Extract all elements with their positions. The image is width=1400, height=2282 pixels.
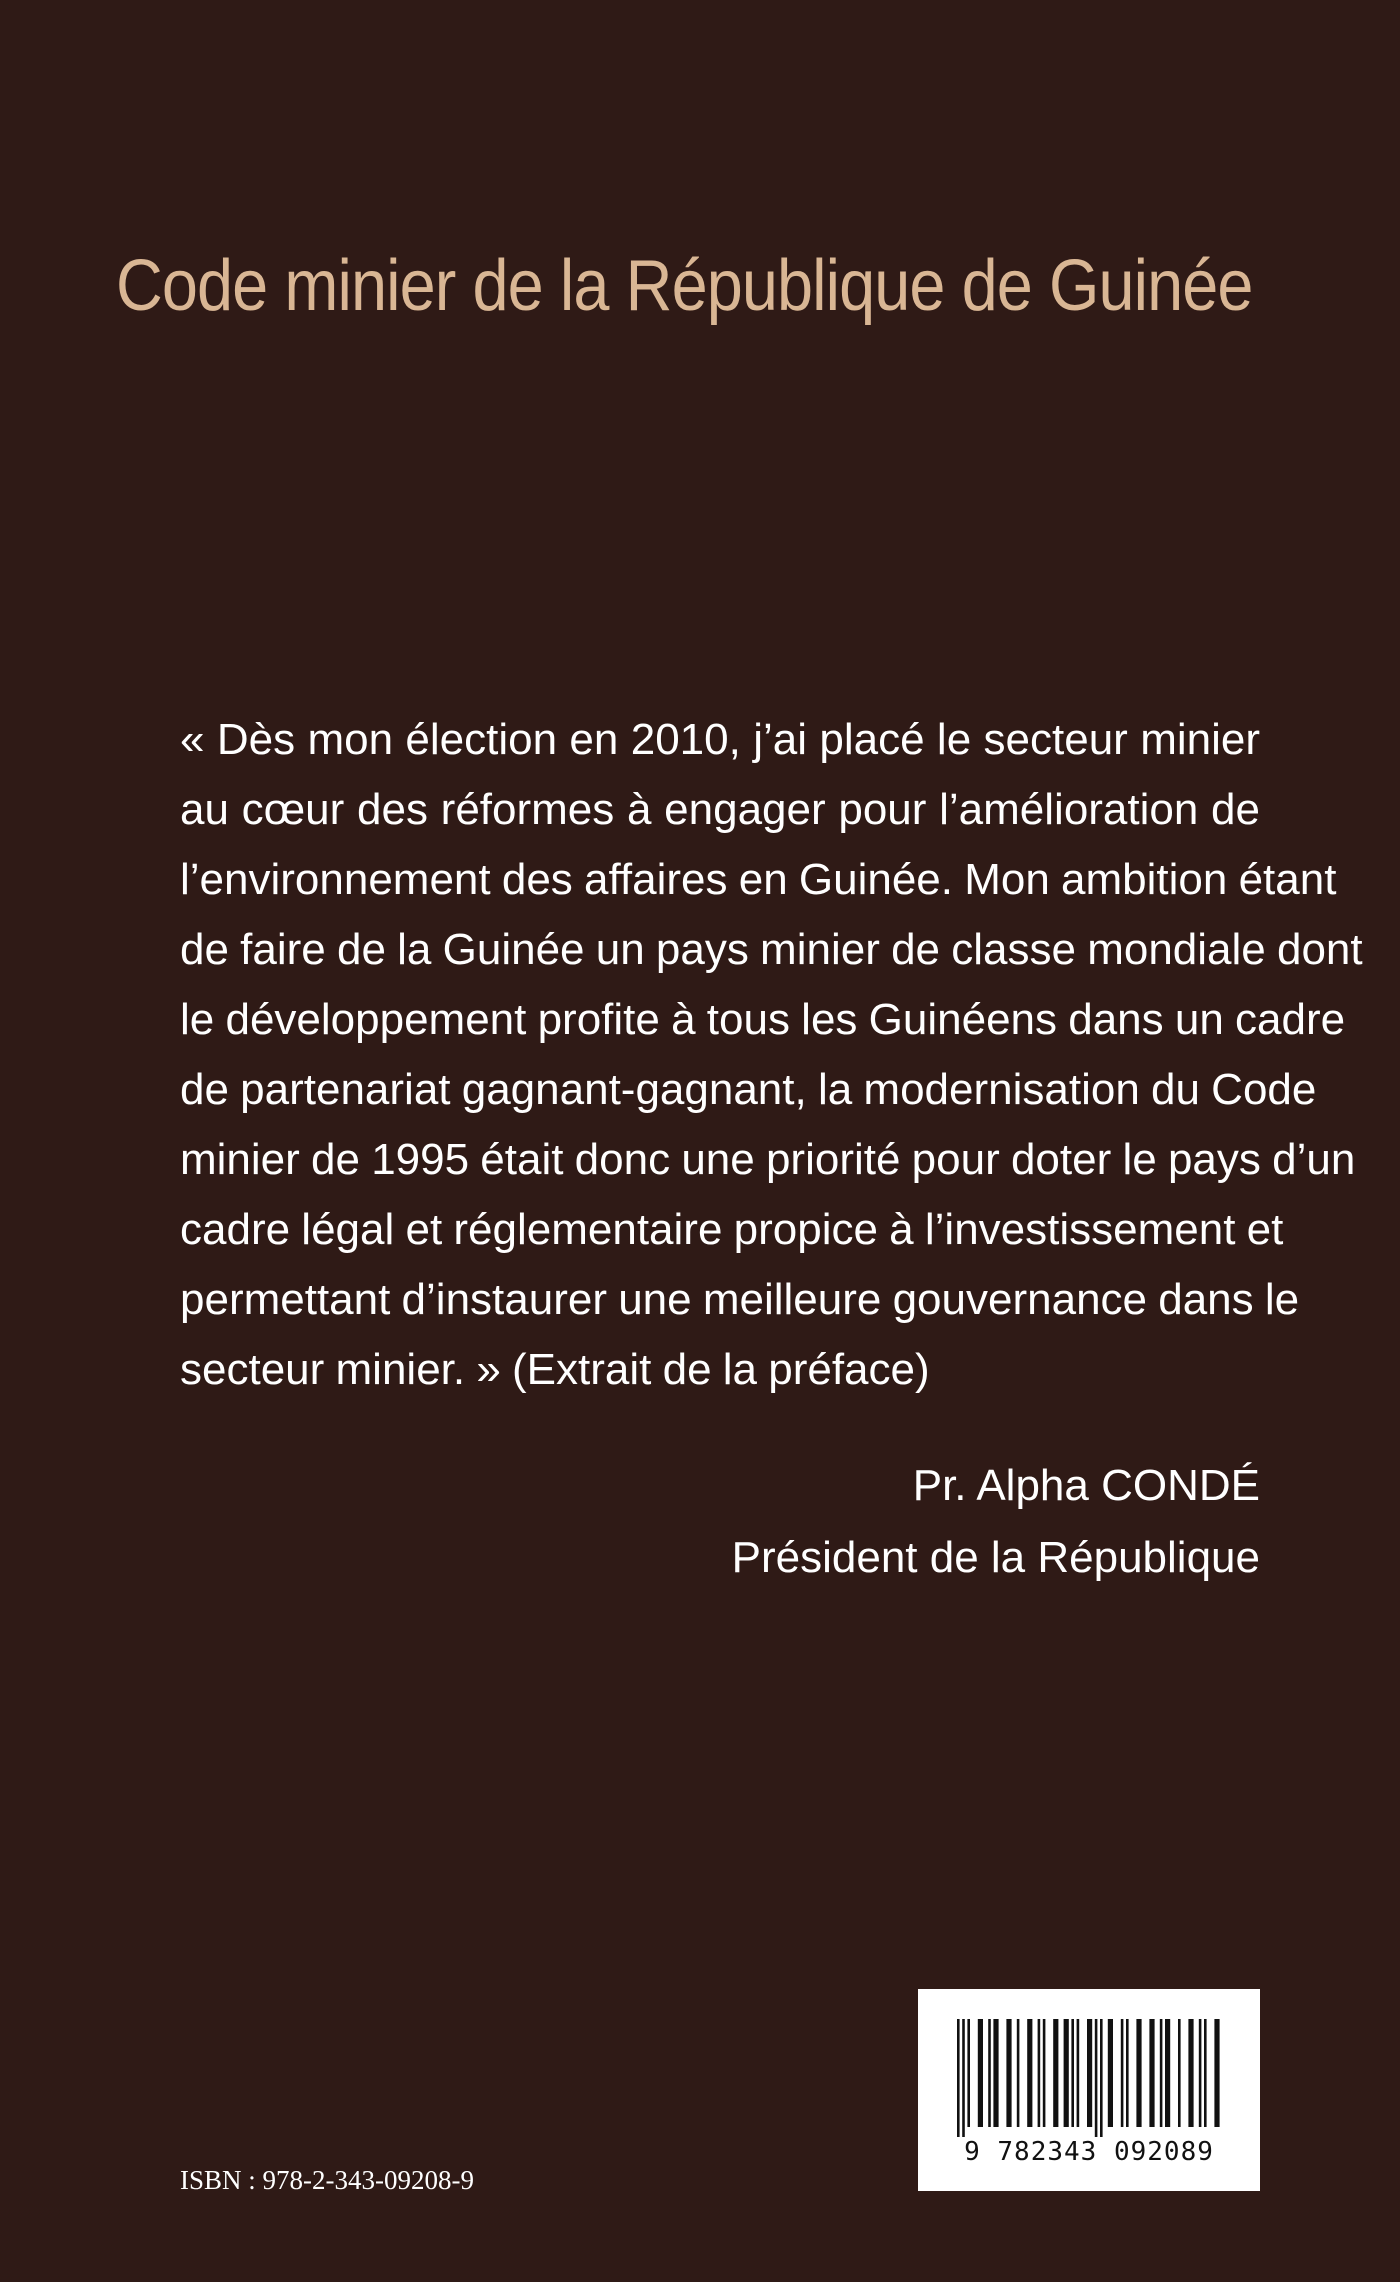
signature-role: Président de la République: [731, 1533, 1260, 1582]
barcode-bar: [962, 2019, 965, 2137]
barcode-bar: [957, 2019, 960, 2137]
barcode-bar: [1204, 2019, 1207, 2127]
preface-excerpt: [180, 705, 1363, 1405]
excerpt-line: secteur minier. » (Extrait de la préface): [180, 1345, 930, 1394]
barcode-bar: [1038, 2019, 1041, 2127]
excerpt-line: « Dès mon élection en 2010, j’ai placé le secteur minier: [180, 715, 1260, 764]
barcode-bar: [1077, 2019, 1080, 2127]
excerpt-line: l’environnement des affaires en Guinée. Mon ambition étant: [180, 855, 1337, 904]
barcode-bar: [978, 2019, 983, 2127]
isbn-label: ISBN : 978-2-343-09208-9: [180, 2165, 474, 2195]
excerpt-line: le développement profite à tous les Guinéens dans un cadre: [180, 995, 1346, 1044]
excerpt-line: de faire de la Guinée un pays minier de classe mondiale dont: [180, 925, 1363, 974]
barcode-bar: [988, 2019, 991, 2127]
barcode-bars: [953, 2019, 1225, 2137]
barcode-bar: [1126, 2019, 1129, 2127]
excerpt-line: minier de 1995 était donc une priorité pour doter le pays d’un: [180, 1135, 1356, 1184]
barcode-bar: [1053, 2019, 1058, 2127]
barcode-bar: [1071, 2019, 1074, 2127]
barcode-bar: [1006, 2019, 1011, 2127]
excerpt-line: au cœur des réformes à engager pour l’amélioration de: [180, 785, 1260, 834]
signature-block: [732, 1450, 1260, 1594]
excerpt-line: permettant d’instaurer une meilleure gouvernance dans le: [180, 1275, 1300, 1324]
barcode-bar: [1178, 2019, 1181, 2127]
barcode-bar: [993, 2019, 998, 2127]
barcode-bar: [1160, 2019, 1163, 2127]
excerpt-line: cadre légal et réglementaire propice à l’investissement et: [180, 1205, 1284, 1254]
barcode-bar: [1100, 2019, 1103, 2137]
barcode-bar: [1149, 2019, 1154, 2127]
barcode-digits: 9 782343 092089: [964, 2137, 1214, 2167]
barcode-bar: [1017, 2019, 1020, 2127]
excerpt-line: de partenariat gagnant-gagnant, la modernisation du Code: [180, 1065, 1317, 1114]
barcode: [918, 1989, 1260, 2191]
barcode-bar: [967, 2019, 970, 2127]
barcode-bar: [1064, 2019, 1069, 2127]
signature-name: Pr. Alpha CONDÉ: [912, 1461, 1260, 1510]
barcode-bar: [1043, 2019, 1046, 2127]
barcode-bar: [1095, 2019, 1098, 2137]
barcode-bar: [1108, 2019, 1113, 2127]
barcode-bar: [1165, 2019, 1170, 2127]
barcode-bar: [1087, 2019, 1092, 2127]
barcode-bar: [1188, 2019, 1193, 2127]
barcode-bar: [1027, 2019, 1032, 2127]
barcode-bar: [1136, 2019, 1141, 2127]
barcode-bar: [1121, 2019, 1124, 2127]
book-title: Code minier de la République de Guinée: [116, 246, 1253, 326]
barcode-bar: [1214, 2019, 1219, 2127]
barcode-bar: [1199, 2019, 1202, 2127]
